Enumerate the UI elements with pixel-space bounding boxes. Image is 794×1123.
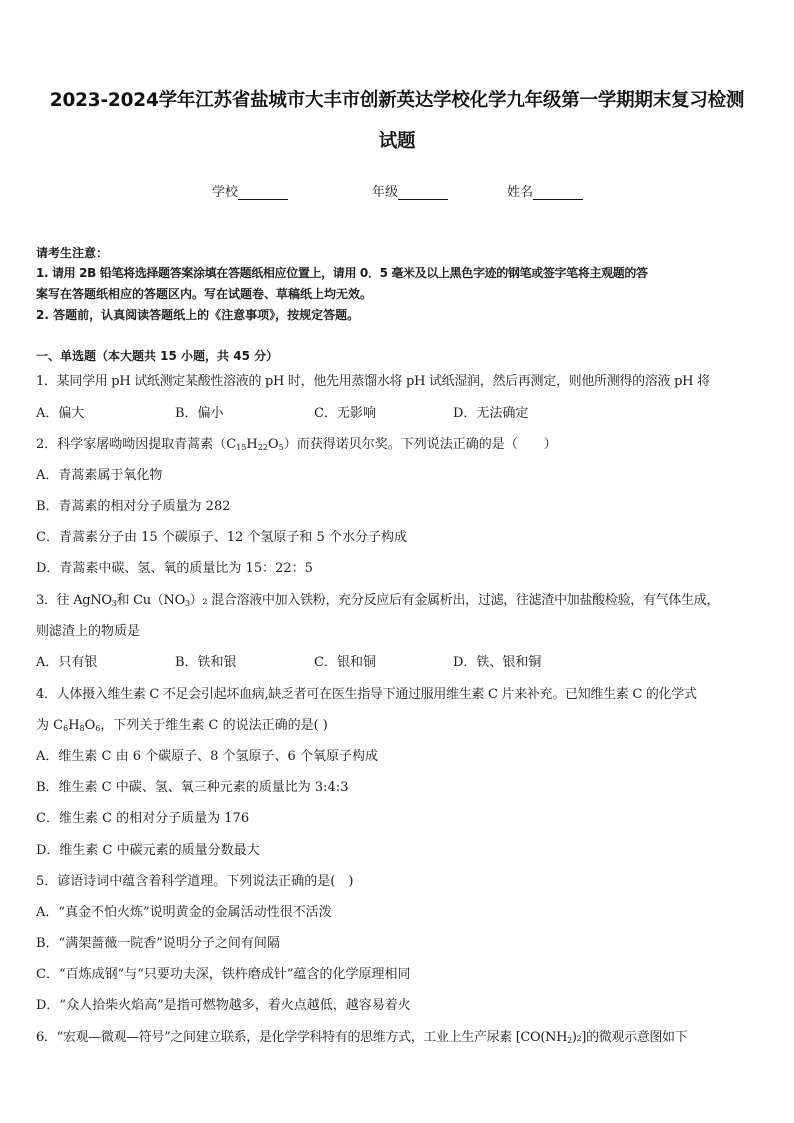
grade-blank[interactable]: [398, 185, 448, 200]
q1-option-a[interactable]: A．偏大: [36, 406, 85, 421]
q5-option-d[interactable]: D．“众人拾柴火焰高”是指可燃物越多，着火点越低，越容易着火: [36, 998, 411, 1013]
q6-stem-post: )₂]的微观示意图如下: [571, 1030, 688, 1045]
notice-line2: 案写在答题纸相应的答题区内。写在试题卷、草稿纸上均无效。: [36, 287, 373, 301]
q1-option-b[interactable]: B．偏小: [175, 406, 224, 421]
q3-option-b[interactable]: B．铁和银: [175, 655, 237, 670]
section-heading: 一、单选题（本大题共 15 小题，共 45 分）: [36, 349, 279, 363]
exam-title-line2: 试题: [378, 131, 416, 152]
grade-field[interactable]: [372, 181, 448, 200]
grade-label: 年级: [372, 185, 399, 200]
q6-stem-pre: 6．“宏观—微观—符号”之间建立联系，是化学学科特有的思维方式，工业上生产尿素 [CO(NH: [36, 1030, 568, 1045]
q4-sub-h: 8: [79, 724, 85, 733]
q2-option-d[interactable]: D．青蒿素中碳、氢、氧的质量比为 15：22：5: [36, 561, 313, 576]
q6-sub: 2: [567, 1036, 572, 1045]
q2-option-b[interactable]: B．青蒿素的相对分子质量为 282: [36, 499, 231, 514]
q3-option-d[interactable]: D．铁、银和铜: [453, 655, 542, 670]
q2-sub-h: 22: [257, 443, 268, 452]
q2-option-a[interactable]: A．青蒿素属于氧化物: [36, 468, 163, 483]
q3-mid: 和 Cu（NO: [116, 593, 185, 608]
q4-option-c[interactable]: C．维生素 C 的相对分子质量为 176: [36, 811, 250, 826]
q5-option-b[interactable]: B．“满架蔷薇一院香”说明分子之间有间隔: [36, 936, 280, 951]
notice-heading: 请考生注意：: [36, 246, 109, 260]
q6-stem: [36, 1029, 760, 1047]
q4-stem2-post: ，下列关于维生素 C 的说法正确的是( ): [100, 718, 328, 733]
name-field[interactable]: [507, 181, 583, 200]
q3-sub-1: 3: [111, 599, 117, 608]
q4-stem-line2: [36, 717, 760, 735]
notice-line1: 1. 请用 2B 铅笔将选择题答案涂填在答题纸相应位置上，请用 0．5 毫米及以上黑色字迹的钢笔或签字笔将主观题的答: [36, 266, 648, 280]
q1-stem: 1．某同学用 pH 试纸测定某酸性溶液的 pH 时，他先用蒸馏水将 pH 试纸湿润，然后再测定，则他所测得的溶液 pH 将: [36, 374, 710, 389]
q4-option-b[interactable]: B．维生素 C 中碳、氢、氧三种元素的质量比为 3:4:3: [36, 780, 349, 795]
q3-stem: [36, 592, 760, 610]
q1-option-c[interactable]: C．无影响: [314, 406, 376, 421]
q5-option-c[interactable]: C．“百炼成钢”与“只要功夫深，铁杵磨成针”蕴含的化学原理相同: [36, 967, 411, 982]
q4-option-a[interactable]: A．维生素 C 由 6 个碳原子、8 个氢原子、6 个氧原子构成: [36, 749, 378, 764]
school-field[interactable]: [212, 181, 288, 200]
q4-sub-c: 6: [63, 724, 69, 733]
q1-option-d[interactable]: D．无法确定: [453, 406, 529, 421]
school-blank[interactable]: [238, 185, 288, 200]
name-label: 姓名: [507, 185, 534, 200]
q5-stem: 5．谚语诗词中蕴含着科学道理。下列说法正确的是( ): [36, 874, 354, 889]
q2-stem: [36, 436, 760, 454]
q5-option-a[interactable]: A．“真金不怕火炼”说明黄金的金属活动性很不活泼: [36, 905, 332, 920]
q4-stem: 4．人体摄入维生素 C 不足会引起坏血病,缺乏者可在医生指导下通过服用维生素 C 片来补充。已知维生素 C 的化学式: [36, 687, 697, 702]
q2-stem-pre: 2．科学家屠呦呦因提取青蒿素（C: [36, 437, 237, 452]
q3-stem-pre: 3．往 AgNO: [36, 593, 112, 608]
q4-mid-o: O: [84, 718, 96, 733]
school-label: 学校: [212, 185, 239, 200]
q3-option-a[interactable]: A．只有银: [36, 655, 98, 670]
q2-option-c[interactable]: C．青蒿素分子由 15 个碳原子、12 个氢原子和 5 个水分子构成: [36, 530, 407, 545]
q2-mid-o: O: [267, 437, 279, 452]
notice-line3: 2. 答题前，认真阅读答题纸上的《注意事项》，按规定答题。: [36, 308, 360, 322]
q2-mid-h: H: [246, 437, 258, 452]
q2-sub-c: 15: [236, 443, 247, 452]
exam-title-line1: 2023-2024学年江苏省盐城市大丰市创新英达学校化学九年级第一学期期末复习检测: [49, 90, 745, 111]
q3-option-c[interactable]: C．银和铜: [314, 655, 376, 670]
q3-stem-line2: 则滤渣上的物质是: [36, 624, 141, 639]
q4-mid-h: H: [68, 718, 80, 733]
q4-sub-o: 6: [95, 724, 101, 733]
q4-option-d[interactable]: D．维生素 C 中碳元素的质量分数最大: [36, 843, 260, 858]
name-blank[interactable]: [533, 185, 583, 200]
q2-stem-post: ）而获得诺贝尔奖。下列说法正确的是（ ）: [283, 437, 557, 452]
q3-stem-post: ）₂ 混合溶液中加入铁粉，充分反应后有金属析出，过滤，往滤渣中加盐酸检验，有气体生成，: [189, 593, 720, 608]
q2-sub-o: 5: [278, 443, 284, 452]
q3-sub-2: 3: [184, 599, 190, 608]
q4-stem2-pre: 为 C: [36, 718, 64, 733]
